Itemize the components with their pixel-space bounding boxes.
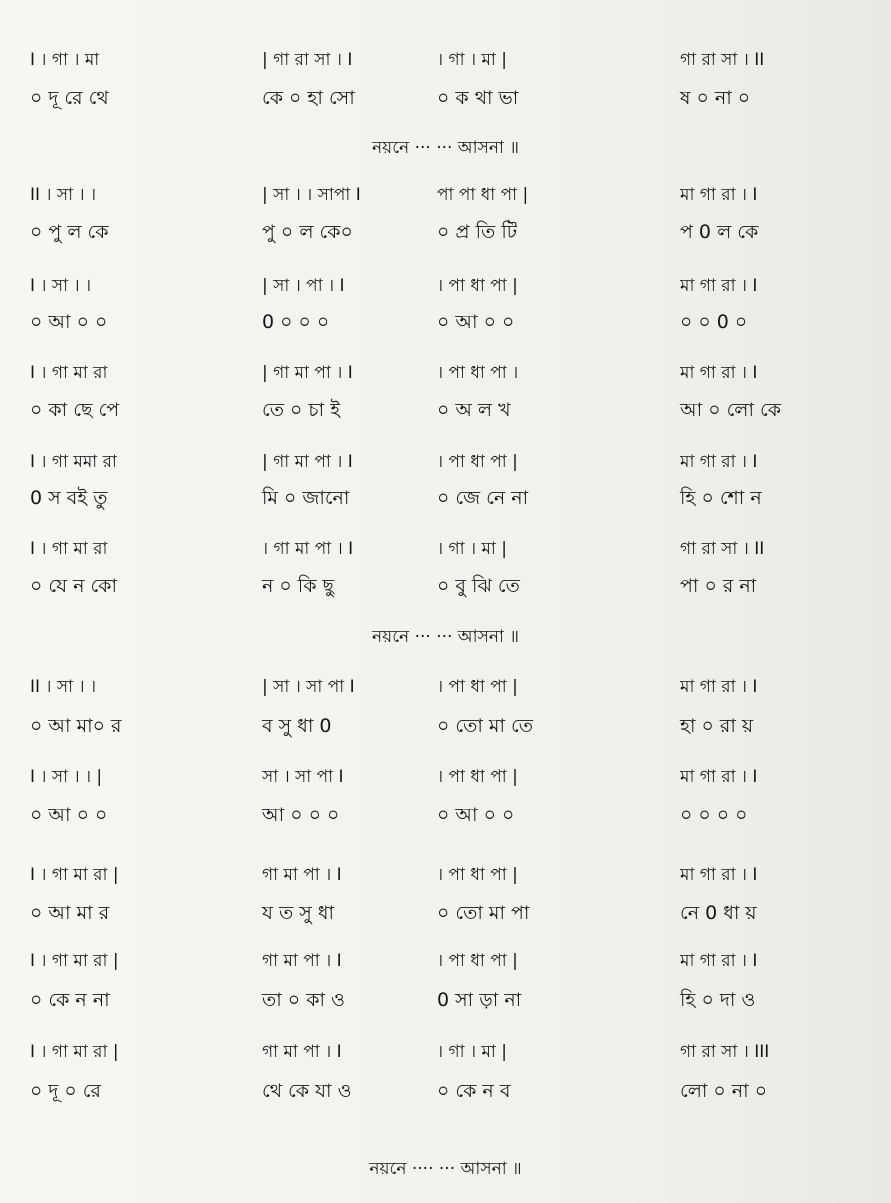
- notation-measure: । গা । মা |: [437, 1042, 507, 1062]
- notation-measure: I । গা মা রা |: [30, 865, 119, 885]
- lyric-row: [0, 302, 891, 342]
- lyric-measure: ০ কা ছে পে: [30, 399, 120, 421]
- lyric-measure: ০ তো মা তে: [437, 715, 533, 737]
- notation-row: [0, 1032, 891, 1072]
- lyric-measure: ০ বু ঝি তে: [437, 575, 520, 597]
- notation-measure: I । গা মা রা |: [30, 1042, 119, 1062]
- notation-measure: গা মা পা । I: [262, 865, 342, 885]
- lyric-measure: ০ ক থা ভা: [437, 87, 519, 109]
- lyric-measure: ০ আ ০ ০: [437, 311, 515, 333]
- notation-measure: । পা ধা পা |: [437, 865, 518, 885]
- notation-measure: । পা ধা পা |: [437, 677, 518, 697]
- notation-measure: I । সা । । |: [30, 767, 103, 787]
- notation-measure: মা গা রা । I: [680, 677, 758, 697]
- notation-measure: গা মা পা । I: [262, 951, 342, 971]
- notation-measure: গা রা সা । III: [680, 1042, 770, 1062]
- notation-measure: মা গা রা । I: [680, 951, 758, 971]
- refrain-line: নয়নে ··· ··· আসনা ॥: [372, 138, 519, 158]
- notation-measure: । গা । মা |: [437, 50, 507, 70]
- notation-row: [0, 941, 891, 981]
- notation-row: [0, 667, 891, 707]
- lyric-row: [0, 795, 891, 835]
- lyric-measure: ০ কে ন না: [30, 989, 110, 1011]
- lyric-measure: 0 ০ ০ ০: [262, 311, 330, 333]
- notation-measure: । গা । মা |: [437, 539, 507, 559]
- lyric-measure: য ত সু ধা: [262, 902, 335, 924]
- notation-row: [0, 855, 891, 895]
- notation-measure: মা গা রা । I: [680, 276, 758, 296]
- lyric-measure: ০ আ মা০ র: [30, 715, 122, 737]
- lyric-measure: ০ ০ ০ ০: [680, 804, 748, 826]
- notation-measure: | সা । সা পা I: [262, 677, 355, 697]
- notation-row: [0, 40, 891, 80]
- lyric-measure: ০ কে ন ব: [437, 1080, 511, 1102]
- lyric-measure: ব সু ধা 0: [262, 715, 332, 737]
- lyric-measure: ষ ০ না ০: [680, 87, 751, 109]
- lyric-measure: হি ০ শো ন: [680, 487, 762, 509]
- lyric-measure: তা ০ কা ও: [262, 989, 346, 1011]
- lyric-measure: ন ০ কি ছু: [262, 575, 335, 597]
- lyric-measure: মি ০ জানো: [262, 487, 350, 509]
- lyric-measure: ০ ০ 0 ০: [680, 311, 748, 333]
- notation-measure: I । গা মা রা: [30, 539, 108, 559]
- lyric-measure: ০ আ ০ ০: [30, 804, 108, 826]
- lyric-row: [0, 893, 891, 933]
- lyric-measure: ০ দূ রে থে: [30, 87, 109, 109]
- lyric-measure: ০ পু ল কে: [30, 221, 109, 243]
- notation-measure: I । গা মা রা |: [30, 951, 119, 971]
- notation-measure: । গা মা পা । I: [262, 539, 354, 559]
- notation-measure: | গা মা পা । I: [262, 363, 353, 383]
- notation-measure: I । গা মা রা: [30, 363, 108, 383]
- lyric-measure: তে ০ চা ই: [262, 399, 341, 421]
- lyric-measure: নে 0 ধা য়: [680, 902, 757, 924]
- lyric-measure: ০ যে ন কো: [30, 575, 117, 597]
- notation-row: [0, 757, 891, 797]
- lyric-measure: হা ০ রা য়: [680, 715, 754, 737]
- lyric-measure: ০ তো মা পা: [437, 902, 530, 924]
- notation-measure: গা রা সা । II: [680, 50, 765, 70]
- notation-measure: । পা ধা পা |: [437, 951, 518, 971]
- lyric-row: [0, 390, 891, 430]
- lyric-measure: প 0 ল কে: [680, 221, 759, 243]
- notation-measure: মা গা রা । I: [680, 363, 758, 383]
- notation-measure: । পা ধা পা |: [437, 276, 518, 296]
- notation-measure: মা গা রা । I: [680, 865, 758, 885]
- notation-row: [0, 529, 891, 569]
- notation-measure: পা পা ধা পা |: [437, 185, 529, 205]
- lyric-row: [0, 980, 891, 1020]
- lyric-measure: 0 স বই তু: [30, 487, 108, 509]
- notation-measure: । পা ধা পা |: [437, 452, 518, 472]
- lyric-measure: লো ০ না ০: [680, 1080, 768, 1102]
- lyric-row: [0, 212, 891, 252]
- notation-measure: । পা ধা পা ।: [437, 363, 519, 383]
- notation-measure: গা রা সা । II: [680, 539, 765, 559]
- notation-measure: গা মা পা । I: [262, 1042, 342, 1062]
- lyric-row: [0, 478, 891, 518]
- notation-row: [0, 442, 891, 482]
- lyric-measure: ০ আ ০ ০: [30, 311, 108, 333]
- lyric-row: [0, 706, 891, 746]
- notation-row: [0, 353, 891, 393]
- notation-row: [0, 175, 891, 215]
- lyric-measure: পু ০ ল কে০: [262, 221, 353, 243]
- lyric-measure: ০ আ ০ ০: [437, 804, 515, 826]
- lyric-measure: ০ প্র তি টি: [437, 221, 518, 243]
- refrain-line: নয়নে ··· ··· আসনা ॥: [372, 627, 519, 647]
- notation-row: [0, 266, 891, 306]
- lyric-measure: ০ অ ল খ: [437, 399, 511, 421]
- notation-measure: । পা ধা পা |: [437, 767, 518, 787]
- lyric-measure: ০ জে নে না: [437, 487, 529, 509]
- lyric-measure: পা ০ র না: [680, 575, 757, 597]
- notation-measure: | গা মা পা । I: [262, 452, 353, 472]
- notation-measure: মা গা রা । I: [680, 185, 758, 205]
- lyric-row: [0, 78, 891, 118]
- lyric-row: [0, 1071, 891, 1111]
- lyric-measure: আ ০ ০ ০: [262, 804, 340, 826]
- lyric-measure: আ ০ লো কে: [680, 399, 782, 421]
- lyric-measure: 0 সা ড়া না: [437, 989, 522, 1011]
- notation-measure: মা গা রা । I: [680, 767, 758, 787]
- notation-measure: II । সা । ।: [30, 677, 97, 697]
- lyric-measure: হি ০ দা ও: [680, 989, 756, 1011]
- notation-measure: | সা । । সাপা I: [262, 185, 361, 205]
- notation-measure: | সা । পা । I: [262, 276, 345, 296]
- lyric-row: [0, 566, 891, 606]
- notation-measure: I । সা । ।: [30, 276, 92, 296]
- refrain-line: নয়নে ···· ··· আসনা ॥: [369, 1159, 522, 1179]
- notation-measure: II । সা । ।: [30, 185, 97, 205]
- lyric-measure: ০ দূ ০ রে: [30, 1080, 101, 1102]
- notation-measure: সা । সা পা I: [262, 767, 344, 787]
- notation-measure: I । গা । মা: [30, 50, 100, 70]
- notation-measure: মা গা রা । I: [680, 452, 758, 472]
- lyric-measure: থে কে যা ও: [262, 1080, 352, 1102]
- notation-measure: | গা রা সা । I: [262, 50, 353, 70]
- lyric-measure: ০ আ মা র: [30, 902, 110, 924]
- lyric-measure: কে ০ হা সো: [262, 87, 355, 109]
- notation-measure: I । গা মমা রা: [30, 452, 117, 472]
